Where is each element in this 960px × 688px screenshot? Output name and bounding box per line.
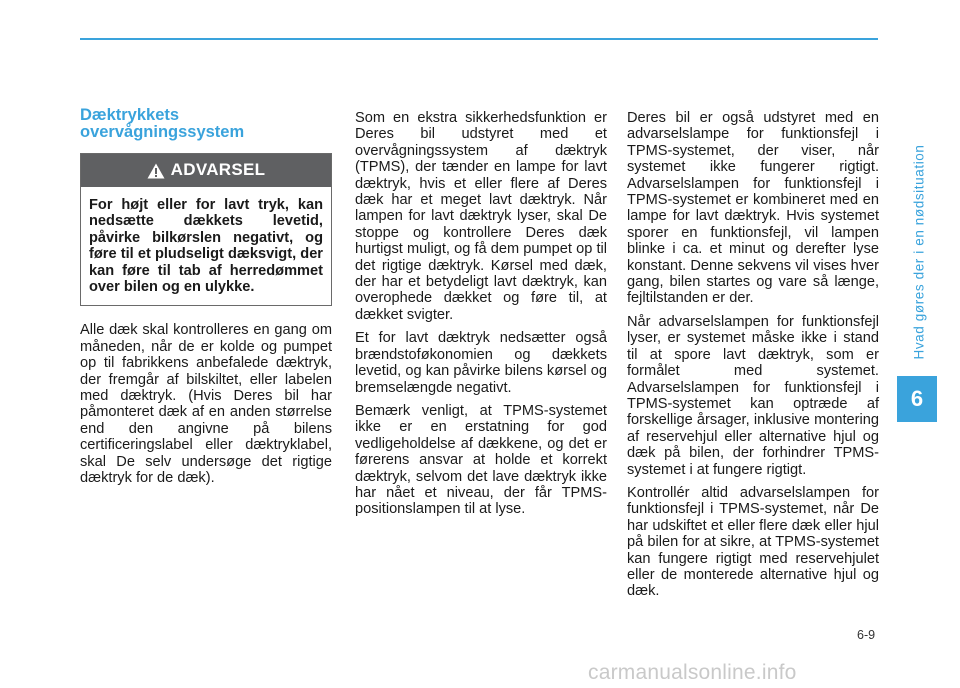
paragraph: Kontrollér altid advarselslampen for funktionsfejl i TPMS-systemet, når De har udskiftet et eller flere dæk eller hjul på bilen for at sikre, at TPMS-systemet kan fungere rigtigt med reservehjulet eller de monterede alternative hjul og dæk. — [627, 484, 879, 600]
warning-label: ADVARSEL — [170, 160, 266, 180]
warning-box — [80, 153, 332, 306]
paragraph: Deres bil er også udstyret med en advarselslampe for funktionsfejl i TPMS-systemet, der viser, når systemet ikke fungerer rigtigt. Advarselslampen for funktionsfejl i TPMS-systemet er kombineret med en lampe for lavt dæktryk. Hvis systemet sporer en funktionsfejl, vil lampen blinke i ca. et minut og derefter lyse konstant. Denne sekvens vil vises hver gang, bilen startes og vare så længe, fejltilstanden er der. — [627, 110, 879, 307]
paragraph: Når advarselslampen for funktionsfejl lyser, er systemet måske ikke i stand til at spore lavt dæktryk, som er formålet med systemet. Advarselslampen for funktionsfejl i TPMS-systemet kan optræde af forskellige årsager, inklusive montering af reservehjul eller alternative hjul og dæk på bilen, der forhindrer TPMS-systemet i at fungere rigtigt. — [627, 313, 879, 478]
paragraph: Bemærk venligt, at TPMS-systemet ikke er en erstatning for god vedligeholdelse af dækkene, og det er førerens ansvar at holde et korrekt dæktryk, selvom det lave dæktryk ikke har nået et niveau, der får TPMS-positionslampen til at lyse. — [355, 402, 607, 518]
top-rule — [80, 38, 878, 40]
paragraph: Alle dæk skal kontrolleres en gang om måneden, når de er kolde og pumpet op til fabrikkens anbefalede dæktryk, der fremgår af bilskiltet, eller labelen med dæktryk. (Hvis Deres bil har påmonteret dæk af en anden størrelse end den angivne på bilens certificeringslabel eller dæktryklabel, skal De selv undersøge det rigtige dæktryk for de dæk). — [80, 322, 332, 487]
column-right — [627, 110, 879, 607]
paragraph: Som en ekstra sikkerhedsfunktion er Deres bil udstyret med et overvågningssystem af dæktryk (TPMS), der tænder en lampe for lavt dæktryk, hvis et eller flere af Deres dæk har et meget lavt dæktryk. Når lampen for lavt dæktryk lyser, skal De stoppe og kontrollere Deres dæk hurtigst muligt, og få dem pumpet op til det rigtige dæktryk. Kørsel med dæk, der har et betydeligt lavt dæktryk, kan overophede dækket og føre til, at dækket svigter. — [355, 110, 607, 323]
warning-header — [81, 154, 331, 187]
column-left — [80, 107, 332, 494]
page-number: 6-9 — [857, 628, 876, 642]
warning-body: For højt eller for lavt tryk, kan nedsætte dækkets levetid, påvirke bilkørslen negativt, og føre til et pludseligt dæksvigt, der kan føre til tab af herredømmet over bilen og en ulykke. — [89, 197, 323, 296]
paragraph: Et for lavt dæktryk nedsætter også brændstoføkonomien og dækkets levetid, og kan påvirke bilens kørsel og bremselængde negativt. — [355, 330, 607, 396]
chapter-title: Hvad gøres der i en nødsituation — [911, 144, 927, 360]
section-title: Dæktrykkets overvågningssystem — [80, 106, 245, 141]
chapter-tab: 6 — [897, 376, 937, 422]
column-middle — [355, 110, 607, 525]
warning-triangle-icon — [147, 163, 165, 179]
watermark: carmanualsonline.info — [588, 661, 797, 684]
